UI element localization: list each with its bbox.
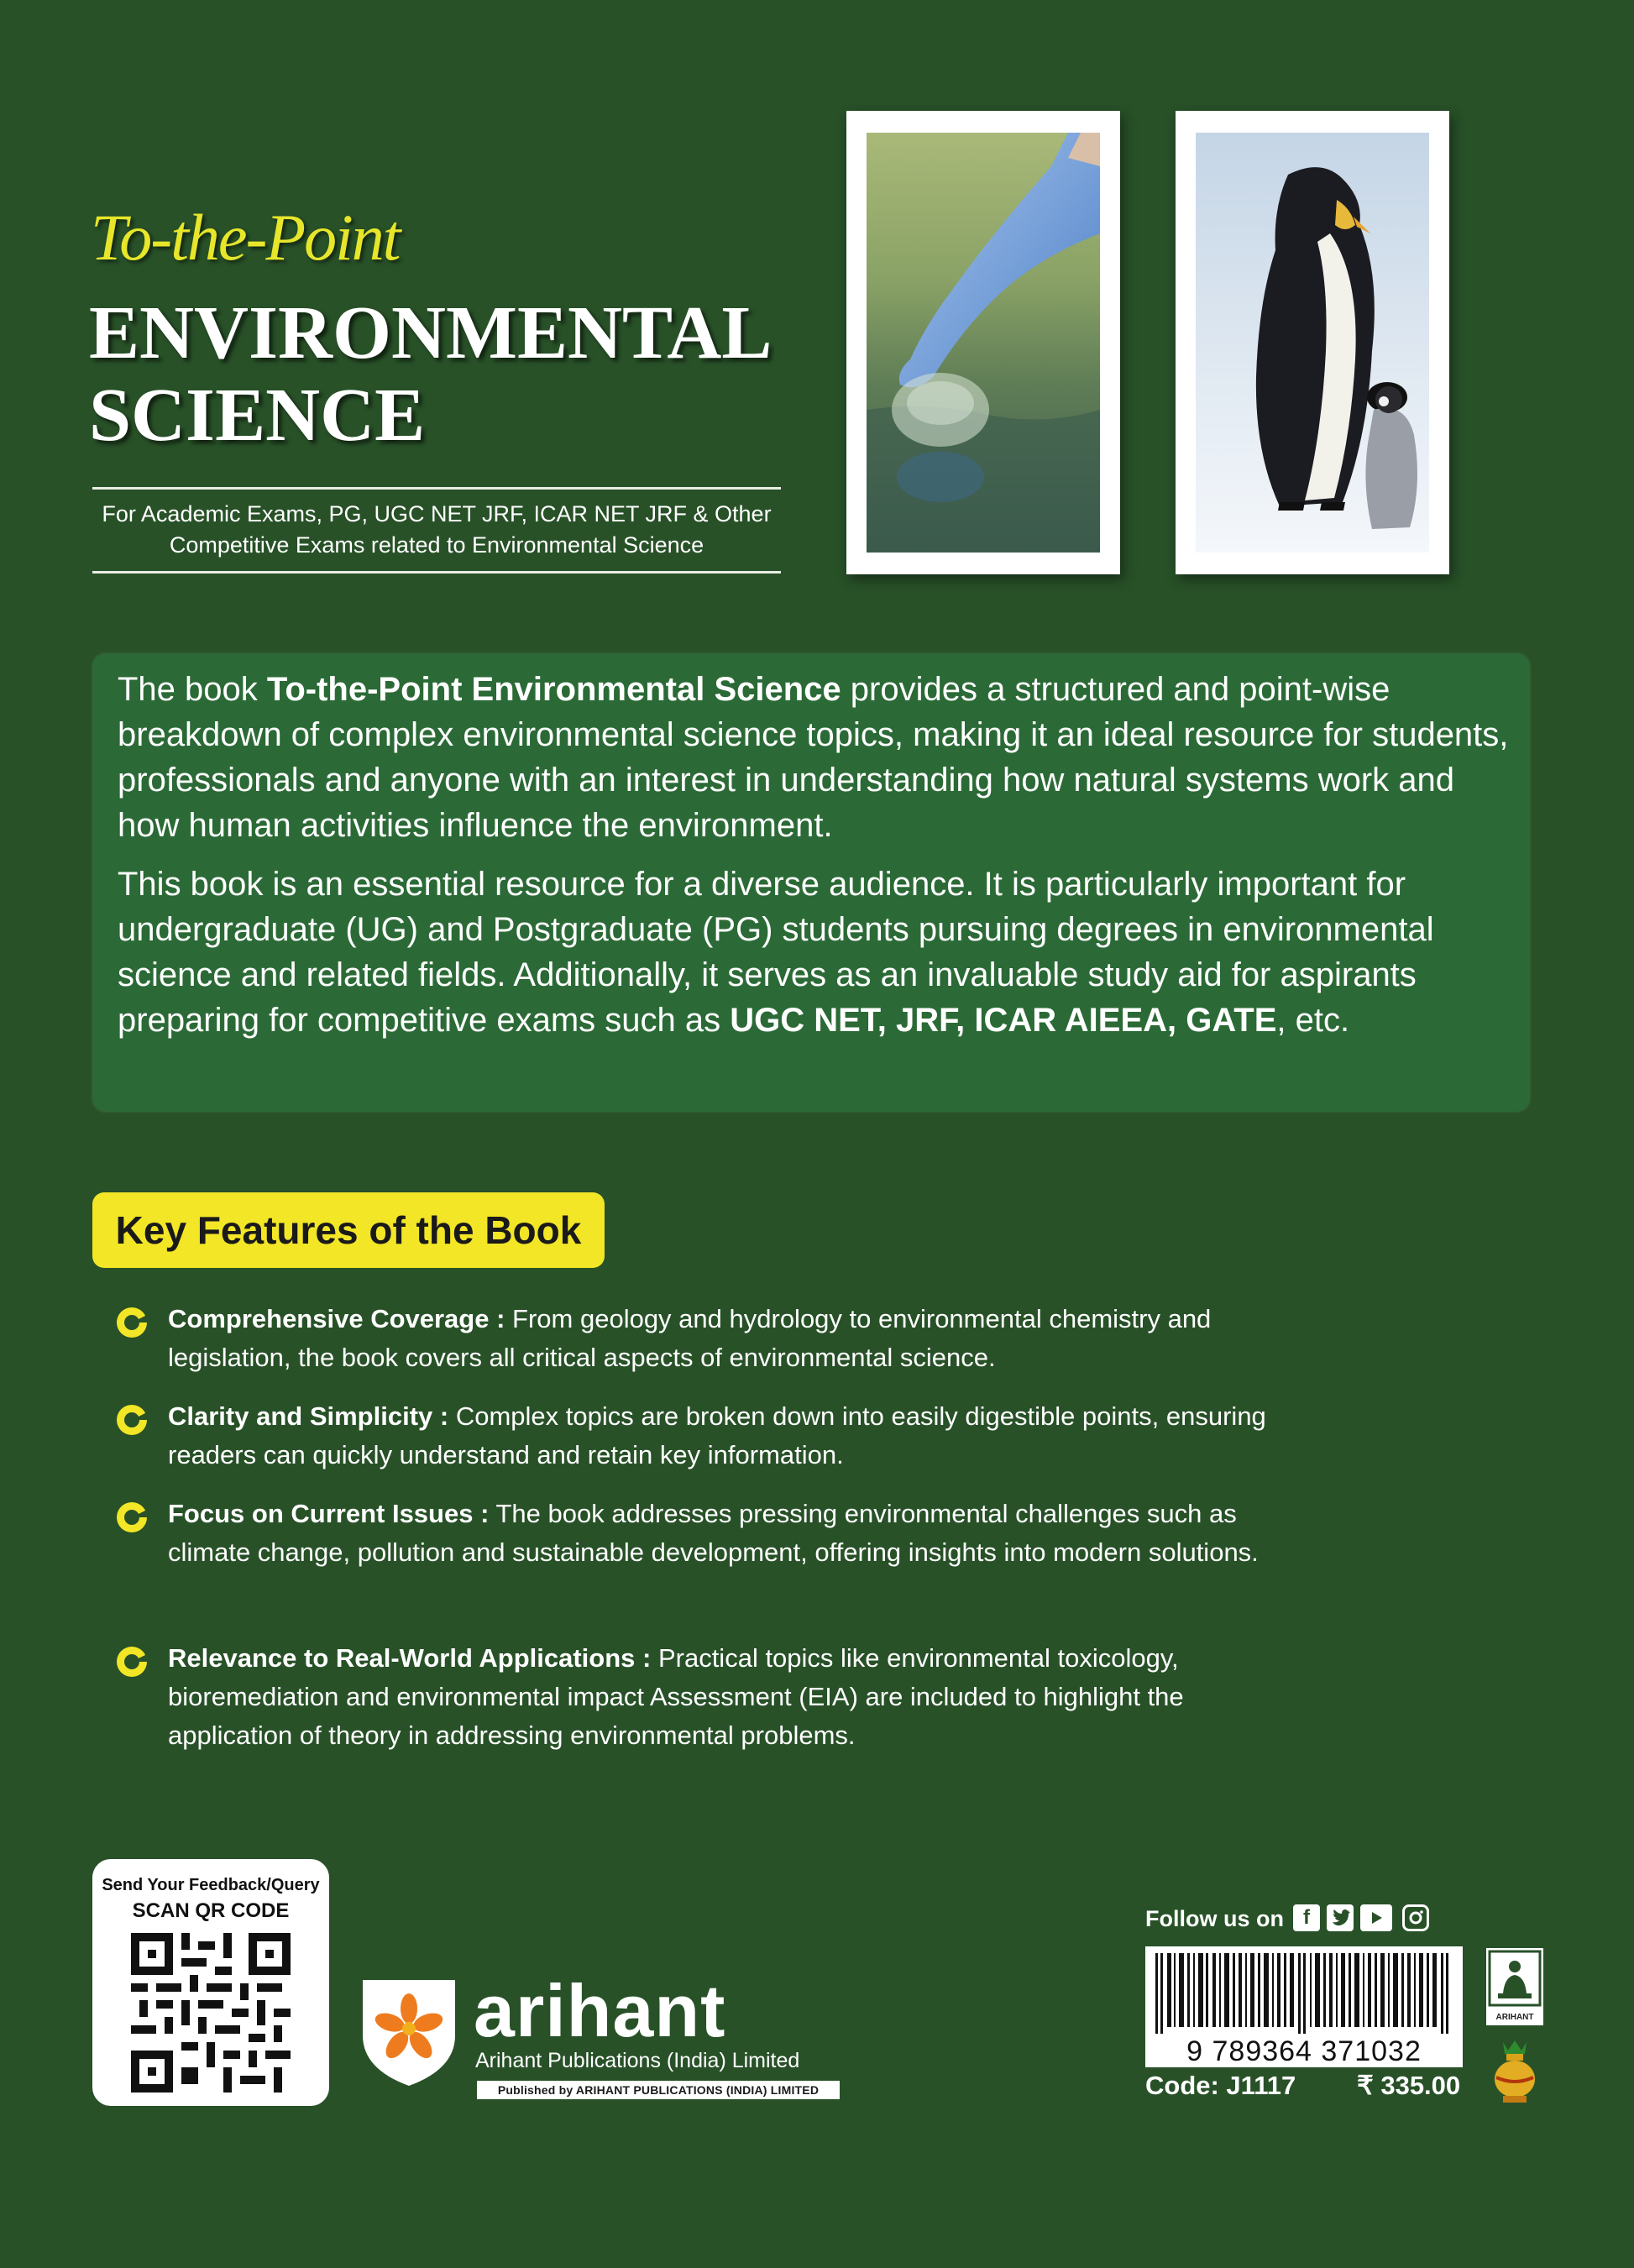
feature-title: Relevance to Real-World Applications : (168, 1643, 652, 1673)
feature-title: Focus on Current Issues : (168, 1499, 490, 1528)
feature-bullet-icon (114, 1402, 149, 1438)
subtitle-rule-top (92, 487, 781, 490)
publisher-full-name: Arihant Publications (India) Limited (475, 2049, 800, 2072)
subtitle-line-1: For Academic Exams, PG, UGC NET JRF, ICAR NET JRF & Other (102, 501, 772, 526)
description-panel (92, 653, 1530, 1112)
seated-figure-icon (1486, 1948, 1543, 2009)
subtitle (92, 499, 781, 561)
photo-penguins (1176, 111, 1449, 574)
scan-qr-label: SCAN QR CODE (132, 1899, 290, 1922)
small-logo-caption: ARIHANT (1495, 2013, 1534, 2022)
feature-body: Complex topics are broken down into easily digestible points, ensuring readers can quickly understand and retain key information. (168, 1401, 1266, 1469)
published-by-strip: Published by ARIHANT PUBLICATIONS (INDIA) LIMITED (477, 2081, 840, 2099)
book-title-line-1: ENVIRONMENTAL (89, 291, 772, 375)
instagram-icon[interactable] (1402, 1904, 1429, 1931)
penguins-image (1196, 133, 1429, 553)
description-paragraph-1 (118, 667, 1511, 848)
feature-text (168, 1300, 1276, 1377)
feature-bullet-icon (114, 1305, 149, 1340)
feature-text (168, 1495, 1276, 1572)
feature-text (168, 1397, 1276, 1474)
isbn-barcode (1145, 1946, 1463, 2067)
arihant-small-logo (1486, 1948, 1543, 2025)
book-title-line-2: SCIENCE (89, 374, 426, 457)
feedback-qr-card (92, 1859, 329, 2106)
description-paragraph-2 (118, 862, 1511, 1043)
publisher-brand (359, 1969, 846, 2099)
youtube-icon[interactable] (1360, 1904, 1392, 1931)
description-p2-text-b: , etc. (1276, 1002, 1350, 1039)
feature-bullet-icon (114, 1644, 149, 1679)
isbn-number: 9 789364 371032 (1186, 2035, 1422, 2067)
description-p2-exams: UGC NET, JRF, ICAR AIEEA, GATE (730, 1002, 1277, 1039)
feature-title: Comprehensive Coverage : (168, 1304, 505, 1333)
subtitle-rule-bottom (92, 571, 781, 574)
description-p2-text-a: This book is an essential resource for a diverse audience. It is particularly important for undergraduate (UG) and Postgraduate (PG) students pursuing degrees in environmental science and related fields. Additionally, it serves as an invaluable study aid for aspirants preparing for competitive exams such as (118, 866, 1434, 1039)
book-code: Code: J1117 (1145, 2071, 1296, 2100)
feature-body: From geology and hydrology to environmental chemistry and legislation, the book covers all critical aspects of environmental science. (168, 1304, 1212, 1372)
publisher-name: arihant (474, 1969, 726, 2052)
feature-bullet-icon (114, 1500, 149, 1535)
feature-title: Clarity and Simplicity : (168, 1401, 449, 1431)
qr-code-icon[interactable] (131, 1933, 291, 2093)
feedback-label: Send Your Feedback/Query (102, 1876, 320, 1894)
water-sample-image (867, 133, 1100, 553)
photo-water-sample (846, 111, 1120, 574)
pot-emblem-icon (1491, 2039, 1538, 2104)
facebook-icon[interactable]: f (1293, 1904, 1320, 1931)
description-p1-text-a: The book (118, 671, 267, 708)
subtitle-line-2: Competitive Exams related to Environmental Science (169, 532, 704, 558)
book-price: ₹ 335.00 (1357, 2071, 1461, 2100)
arihant-flower-logo-icon (359, 1977, 458, 2087)
twitter-icon[interactable] (1327, 1904, 1354, 1931)
barcode-bars (1154, 1953, 1454, 2034)
follow-us-label: Follow us on (1145, 1906, 1284, 1931)
feature-text (168, 1639, 1276, 1755)
book-title (89, 292, 828, 457)
series-name: To-the-Point (91, 201, 400, 274)
key-features-heading: Key Features of the Book (92, 1192, 605, 1268)
description-p1-text-b: provides a structured and point-wise breakdown of complex environmental science topics, making it an ideal resource for students, professionals and anyone with an interest in understanding how natural systems work and how human activities influence the environment. (118, 671, 1509, 844)
feature-body: The book addresses pressing environmental challenges such as climate change, pollution and sustainable development, offering insights into modern solutions. (168, 1499, 1259, 1567)
description-p1-book-name: To-the-Point Environmental Science (266, 671, 841, 708)
feature-body: Practical topics like environmental toxicology, bioremediation and environmental impact Assessment (EIA) are included to highlight the application of theory in addressing environmental problems. (168, 1643, 1184, 1750)
